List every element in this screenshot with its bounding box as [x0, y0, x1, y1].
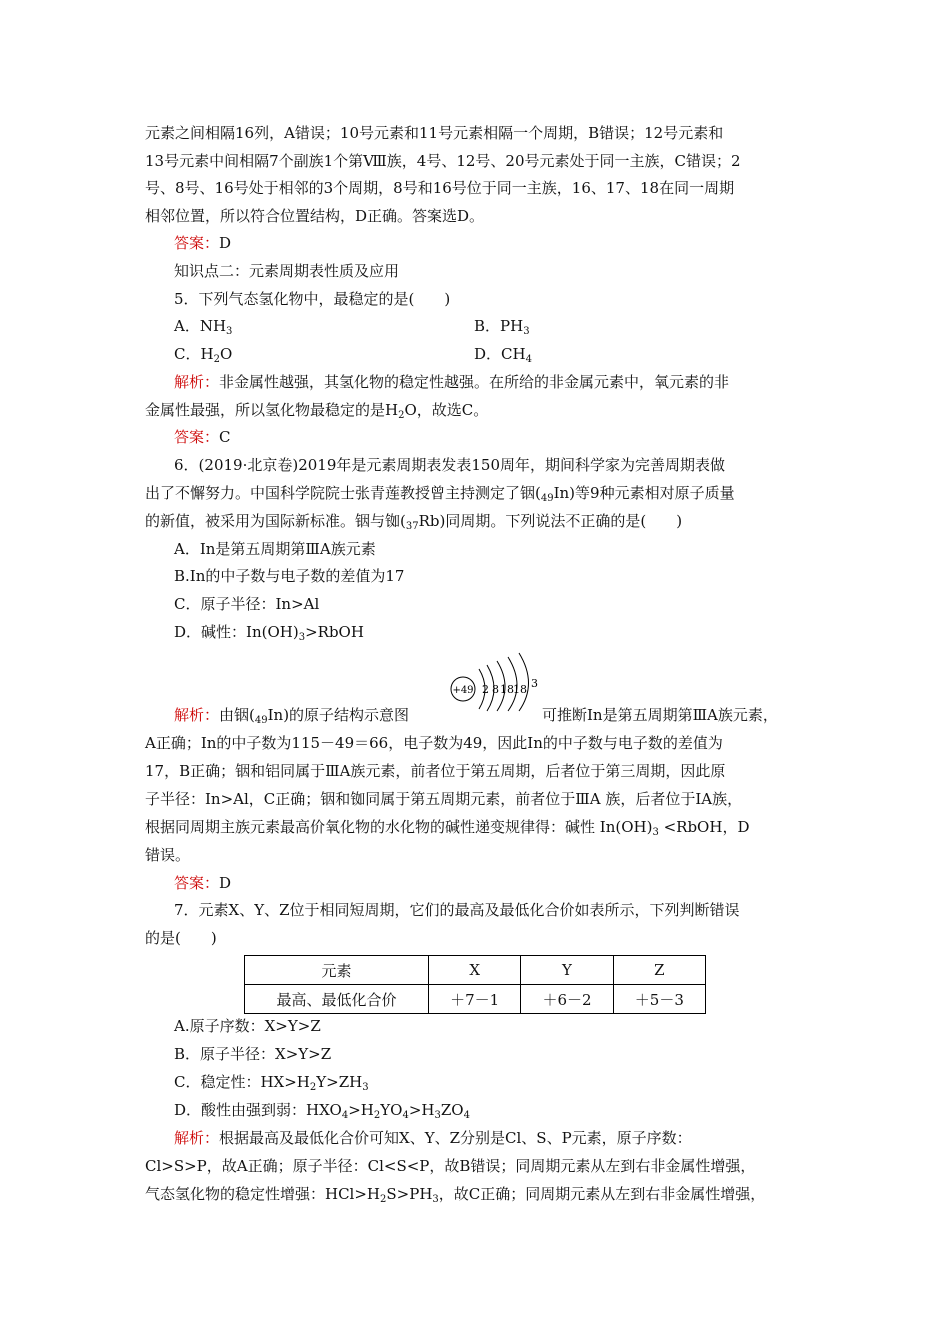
option-c: C．原子半径：In>Al	[174, 595, 320, 613]
electron-shell	[519, 653, 529, 711]
table-cell: ＋6－2	[521, 985, 613, 1014]
text-line: 元素之间相隔16列，A错误；10号元素和11号元素相隔一个周期，B错误；12号元素和	[145, 124, 724, 142]
answer-value: C	[219, 428, 231, 446]
atomic-structure-diagram	[446, 650, 546, 712]
answer-value: D	[219, 874, 232, 892]
table-cell: 最高、最低化合价	[245, 985, 429, 1014]
option-c: C．稳定性：$HX>H_2Y>ZH_3$	[174, 1073, 369, 1093]
analysis-line: 解析：非金属性越强，其氢化物的稳定性越强。在所给的非金属元素中，氧元素的非	[174, 373, 730, 391]
table-cell: X	[429, 956, 521, 985]
table-cell: ＋5－3	[613, 985, 705, 1014]
text-line: 号、8号、16号处于相邻的3个周期，8号和16号位于同一主族，16、17、18在同一周期	[145, 179, 735, 197]
answer-line	[174, 873, 231, 893]
analysis-label: 解析：	[174, 1129, 220, 1147]
option-d: D．$CH_4$	[474, 345, 532, 365]
analysis-line: 可推断In是第五周期第ⅢA族元素，	[542, 706, 778, 724]
table-cell: Y	[521, 956, 613, 985]
option-a: A．In是第五周期第ⅢA族元素	[174, 540, 376, 558]
answer-line	[174, 427, 231, 447]
answer-value: D	[219, 234, 232, 252]
question-stem: 出了不懈努力。中国科学院院士张青莲教授曾主持测定了铟$(_{49}In)$等9种元素相对原子质量	[145, 484, 735, 504]
option-b: B．$PH_3$	[474, 317, 530, 337]
analysis-line: 子半径：In>Al，C正确；铟和铷同属于第五周期元素，前者位于ⅢA 族，后者位于ⅠA族，	[145, 790, 743, 808]
table-row	[245, 985, 706, 1014]
analysis-line: 根据同周期主族元素最高价氧化物的水化物的碱性递变规律得：碱性 $In(OH)_3$ <RbOH，D	[145, 818, 750, 838]
answer-line	[174, 233, 231, 253]
valence-table	[244, 955, 706, 1014]
question-stem: 6．(2019·北京卷)2019年是元素周期表发表150周年，期间科学家为完善周期表做	[174, 456, 725, 474]
analysis-line: Cl>S>P，故A正确；原子半径：Cl<S<P，故B错误；同周期元素从左到右非金属性增强，	[145, 1157, 756, 1175]
option-c: C．$H_2O$	[174, 345, 233, 365]
analysis-line: A正确；In的中子数为115－49＝66，电子数为49，因此In的中子数与电子数的差值为	[145, 734, 723, 752]
analysis-label: 解析：	[174, 706, 220, 724]
analysis-line: 错误。	[145, 846, 191, 864]
nucleus-label: +49	[452, 685, 474, 696]
analysis-line: 气态氢化物的稳定性增强：$HCl>H_2S>PH_3$，故C正确；同周期元素从左到右非金属性增强，	[145, 1185, 766, 1205]
option-b: B.In的中子数与电子数的差值为17	[174, 567, 405, 585]
text-line: 相邻位置，所以符合位置结构，D正确。答案选D。	[145, 207, 485, 225]
answer-label: 答案：	[174, 874, 220, 892]
option-a: A.原子序数：X>Y>Z	[174, 1017, 321, 1035]
option-d: D．酸性由强到弱：$HXO_4>H_2YO_4>H_3ZO_4$	[174, 1101, 470, 1121]
analysis-line: 解析：根据最高及最低化合价可知X、Y、Z分别是Cl、S、P元素，原子序数：	[174, 1129, 692, 1147]
text-line: 13号元素中间相隔7个副族1个第Ⅷ族，4号、12号、20号元素处于同一主族，C错误；2	[145, 152, 741, 170]
table-cell: ＋7－1	[429, 985, 521, 1014]
table-header-row	[245, 956, 706, 985]
answer-label: 答案：	[174, 428, 220, 446]
option-d: D．碱性：$In(OH)_3>RbOH$	[174, 623, 364, 643]
shell-count: 8	[492, 683, 499, 696]
answer-label: 答案：	[174, 234, 220, 252]
question-stem: 的是( )	[145, 929, 217, 947]
table-cell: 元素	[245, 956, 429, 985]
shell-count: 18	[513, 683, 527, 696]
question-stem: 的新值，被采用为国际新标准。铟与铷$(_{37}Rb)$同周期。下列说法不正确的是( )	[145, 512, 683, 532]
analysis-line: 17，B正确；铟和铝同属于ⅢA族元素，前者位于第五周期，后者位于第三周期，因此原	[145, 762, 726, 780]
shell-count: 3	[531, 677, 538, 690]
question-stem: 5．下列气态氢化物中，最稳定的是( )	[174, 290, 451, 308]
question-stem: 7．元素X、Y、Z位于相同短周期，它们的最高及最低化合价如表所示，下列判断错误	[174, 901, 740, 919]
analysis-line: 金属性最强，所以氢化物最稳定的是$H_2O$，故选C。	[145, 401, 489, 421]
shell-count: 2	[482, 683, 489, 696]
analysis-line: 解析：由铟$(_{49}In)$的原子结构示意图	[174, 706, 410, 726]
table-cell: Z	[613, 956, 705, 985]
option-b: B．原子半径：X>Y>Z	[174, 1045, 332, 1063]
option-a: A．$NH_3$	[174, 317, 233, 337]
section-title: 知识点二：元素周期表性质及应用	[174, 262, 400, 280]
shell-count: 18	[500, 683, 514, 696]
analysis-label: 解析：	[174, 373, 220, 391]
